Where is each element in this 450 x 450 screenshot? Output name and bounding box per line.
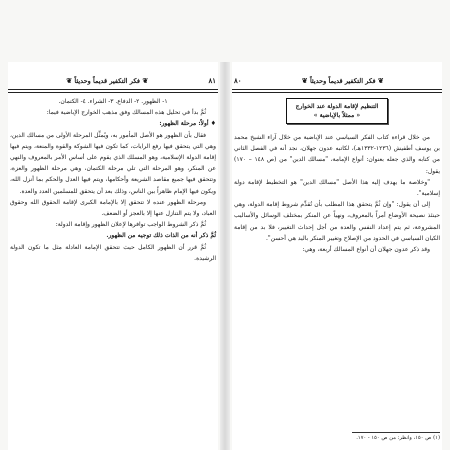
ornament-icon: ❦: [377, 75, 384, 85]
right-running-title: ❦ فكر التكفير قديماً وحديثاً ❦: [301, 75, 384, 85]
paragraph: "وخلاصة ما يهدف إليه هذا الأصل "مسالك الدين" هو التخطيط لإقامة دولة إسلامية".: [234, 178, 440, 198]
left-running-title: ❦ فكر التكفير قديماً وحديثاً ❦: [66, 75, 149, 85]
footnote-rule: [352, 432, 440, 433]
chapter-title-box: [286, 98, 388, 124]
book-gutter: [220, 62, 230, 450]
paragraph: ثُمَّ ذكر الشروط الواجب توافرها لإعلان الظهور وإقامة الدولة:: [55, 221, 206, 229]
paragraph: ثُمَّ بدأ في تحليل هذه المسالك وفق مذهب الخوارج الإباضية فيما:: [46, 109, 206, 117]
paragraph: ومرحلة الظهور عنده لا تتحقق إلا بالإمامة الكبرى لإقامة الحقوق الله وحقوق العباد، ولا يتم التنازل عنها إلا بالعجز أو الضعف.: [10, 198, 216, 218]
paragraph: وقد ذكر عدون جهلان أن أنواع المسالك أربعة، وهي:: [302, 246, 430, 254]
footnote: (١) ص ١٥٠، وانظر: من ص ١٥٠ - ١٧٠.: [356, 435, 440, 441]
chapter-subtitle: « ممثلاً بالإباضية »: [313, 112, 361, 119]
paragraph: إلى أن يقول: "وإن ثُمَّ يتحقق هذا المطلب بأن تُقدِّم شروط إقامة الدولة، وهي حينئذ نصيحة الأوضاع أمراً بالمعروف، ونهياً عن المنكر بمختلف الوسائل والأساليب المشروعة، ثم يتم إعداد النفس والعدة من أجل إحداث التغيير، فلا بد من إقامة الكيان السياسي في الحدود من الإصلاح وتغيير المنكر باليد هي أحسن".: [234, 201, 440, 242]
paragraph: ♦ أولاً: مرحلة الظهور:: [159, 120, 216, 128]
chapter-title: التنظيم لإقامة الدولة عند الخوارج: [295, 103, 379, 110]
left-page: [8, 62, 218, 450]
ornament-icon: ❦: [142, 75, 149, 85]
paragraph: ١- الظهور. ٢- الدفاع. ٣- الشراء. ٤- الكتمان.: [58, 98, 168, 105]
right-page-header: [232, 72, 442, 88]
paragraph: ثُمَّ ذكر أنه من الذات ذلك توجيه من الظهور.: [106, 232, 216, 240]
right-page: [232, 62, 442, 450]
paragraph: فقال بأن الظهور هو الأصل المأمور به، ويُمثِّل المرحلة الأولى من مسالك الدين، وهي التي يتحقق فيها رفع الرايات، كما تكون فيها الشوكة والقوة والمنعة، ويتم فيها إقامة الدولة الإسلامية، وهو المسلك الذي يقوم على أساس الأمر بالمعروف والنهي عن المنكر، وهو المرحلة التي تلي مرحلة الكتمان، وهي مرحلة الظهور والعزة، وتتحقق فيها جميع مقاصد الشريعة وأحكامها، ويتم فيها العدل والحكم بما أنزل الله، ويكون فيها الإمام ظاهراً بين الناس، وذلك بعد أن يتحقق للمسلمين العدد والعدة.: [10, 131, 216, 195]
paragraph: ثُمَّ قرر أن الظهور الكامل حيث تتحقق الإمامة العادلة مثل ما تكون الدولة الرشيدة.: [10, 243, 216, 262]
right-page-number: ٨٠: [234, 75, 242, 85]
left-page-body: [10, 96, 216, 264]
right-page-body: [234, 96, 440, 255]
header-rule: [232, 89, 442, 93]
right-page-paragraphs: [234, 132, 440, 255]
left-page-header: [8, 72, 218, 88]
paragraph: من خلال قراءة كتاب الفكر السياسي عند الإباضية من خلال آراء الشيخ محمد بن يوسف أطفيش (١٢٣٦-١٣٣٢هـ)، لكاتبه عدون جهلان، نجد أنه في الفصل الثاني من كتابه والذي جعله بعنوان: أنواع الإمامة، "مسالك الدين" من (ص ١٤٨ – ١٧٠) يقول:: [234, 134, 440, 175]
ornament-icon: ❦: [66, 75, 73, 85]
ornament-icon: ❦: [301, 75, 308, 85]
left-page-number: ٨١: [208, 75, 216, 85]
header-rule: [8, 89, 218, 93]
